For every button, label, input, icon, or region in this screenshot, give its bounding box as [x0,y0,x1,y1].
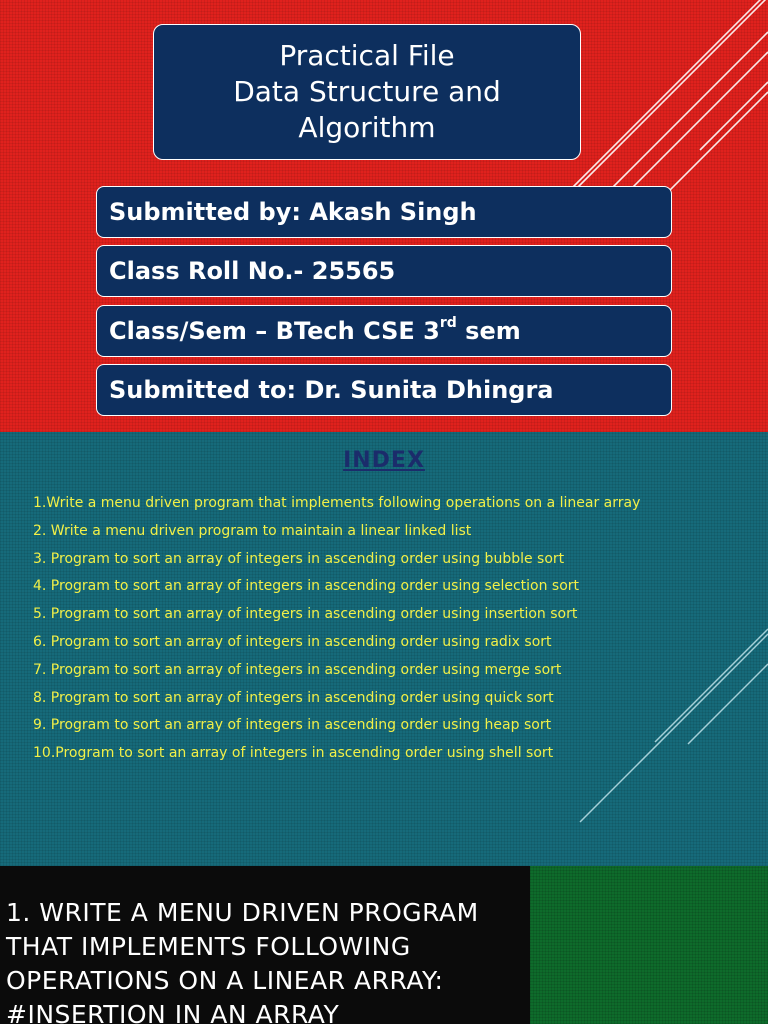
index-item: 3. Program to sort an array of integers in ascending order using bubble sort [33,550,565,567]
green-panel [530,866,768,1024]
index-item: 4. Program to sort an array of integers in ascending order using selection sort [33,578,580,595]
class-sem-suffix: sem [456,317,521,345]
program-heading [6,896,521,1024]
index-item: 7. Program to sort an array of integers in ascending order using merge sort [33,661,562,678]
title-line-3: Algorithm [298,111,436,144]
title-line-1: Practical File [279,39,455,72]
cover-slide [0,0,768,432]
title-line-2: Data Structure and [233,75,501,108]
class-sem-box [96,305,672,357]
index-item: 9. Program to sort an array of integers in ascending order using heap sort [33,717,552,734]
index-slide [0,432,768,866]
class-sem-prefix: Class/Sem – BTech CSE 3 [109,317,440,345]
index-item: 1.Write a menu driven program that implements following operations on a linear array [33,495,641,511]
index-item: 6. Program to sort an array of integers in ascending order using radix sort [33,633,552,650]
submitted-by-box [96,186,672,238]
heading-line-1: 1. WRITE A MENU DRIVEN PROGRAM [6,898,479,927]
heading-line-3: OPERATIONS ON A LINEAR ARRAY: [6,966,444,995]
heading-line-4: #INSERTION IN AN ARRAY [6,1000,340,1024]
index-item: 10.Program to sort an array of integers in ascending order using shell sort [33,745,554,762]
submitted-by-text: Submitted by: Akash Singh [109,198,477,226]
title-box [153,24,581,160]
index-item: 5. Program to sort an array of integers in ascending order using insertion sort [33,606,578,623]
submitted-to-box [96,364,672,416]
index-list [33,490,640,768]
roll-no-box [96,245,672,297]
index-item: 2. Write a menu driven program to maintain a linear linked list [33,522,472,539]
submitted-to-text: Submitted to: Dr. Sunita Dhingra [109,376,554,404]
index-item: 8. Program to sort an array of integers in ascending order using quick sort [33,689,554,706]
index-title: INDEX [343,448,425,473]
roll-no-text: Class Roll No.- 25565 [109,257,396,285]
program-slide [0,866,768,1024]
class-sem-superscript: rd [439,315,457,331]
heading-line-2: THAT IMPLEMENTS FOLLOWING [6,932,411,961]
class-sem-text [109,317,521,345]
